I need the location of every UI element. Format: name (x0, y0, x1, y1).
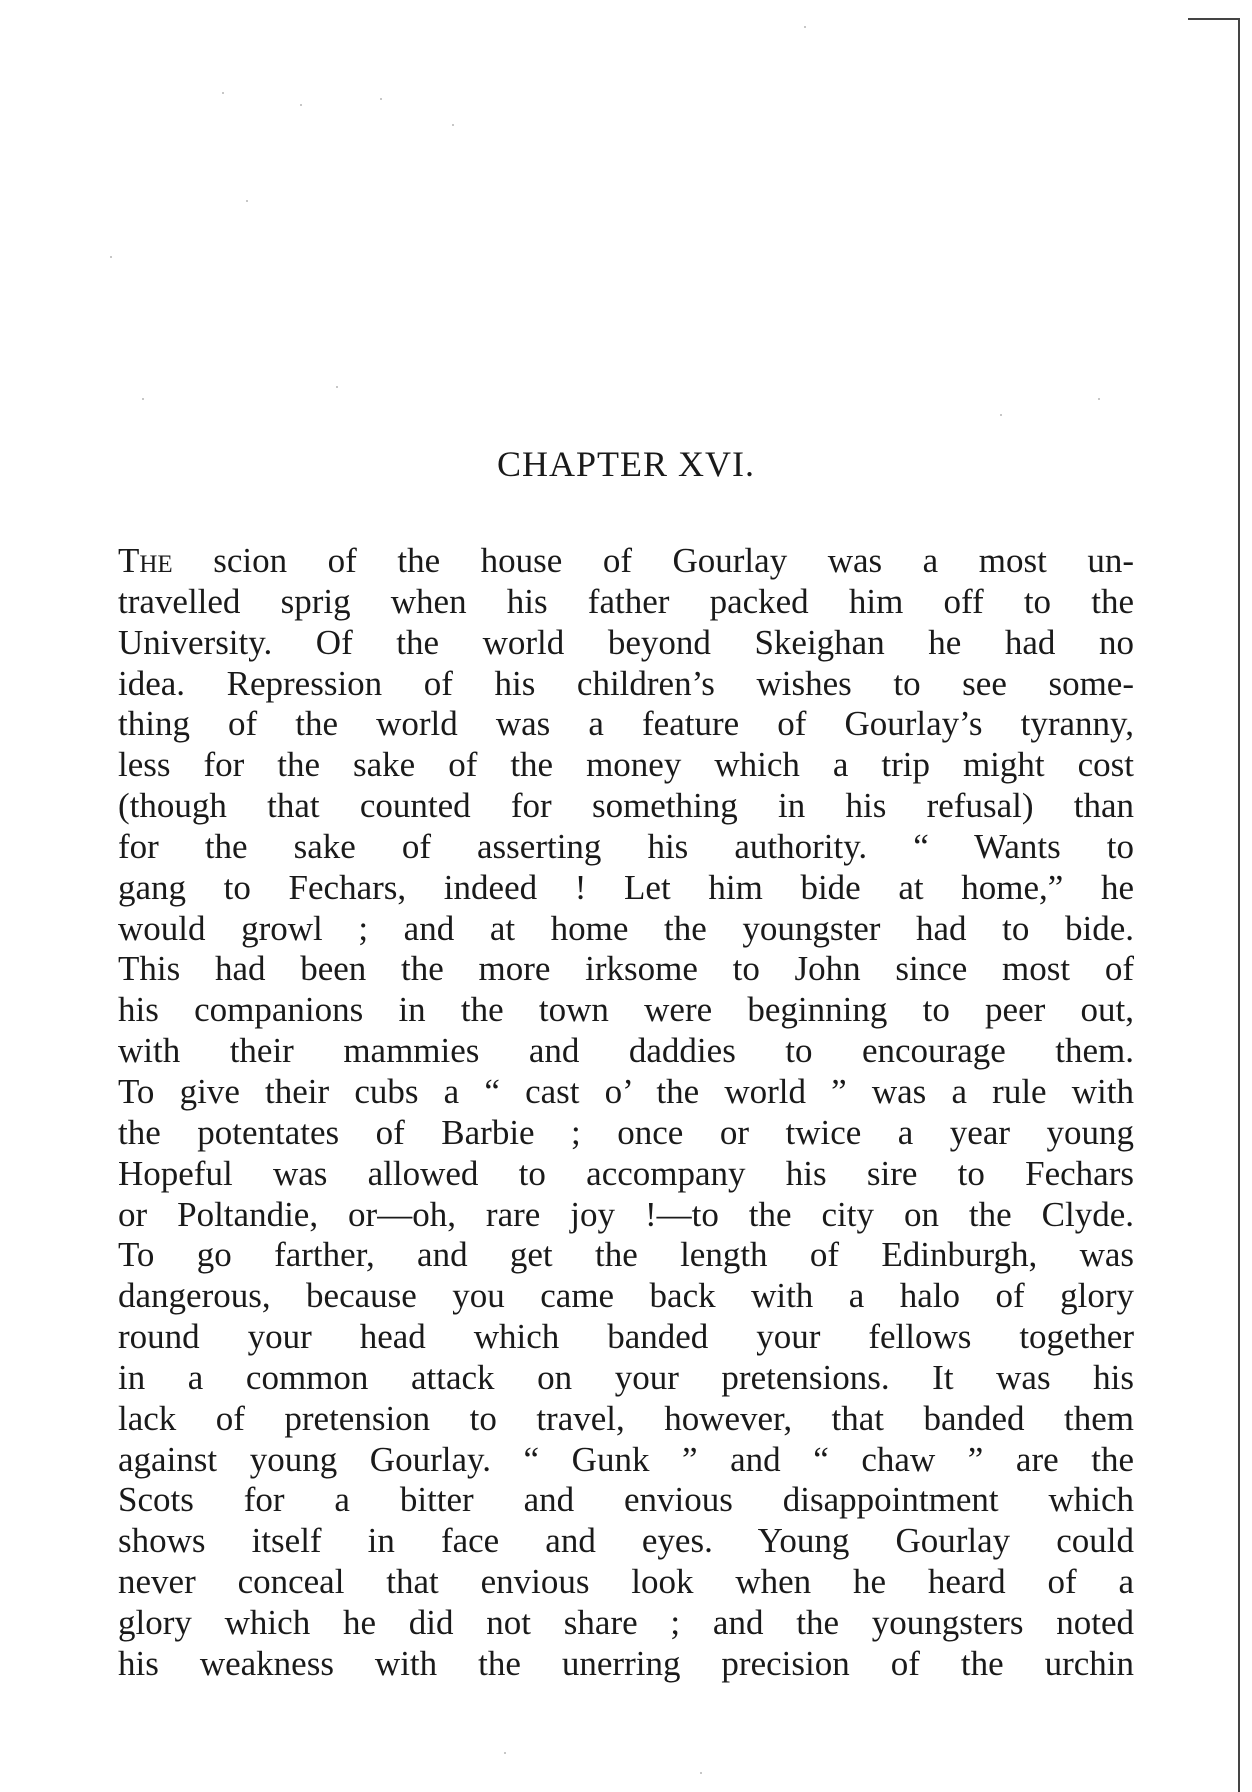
scan-speck (222, 92, 224, 94)
body-line: less for the sake of the money which a trip might cost (118, 745, 1134, 785)
body-line: dangerous, because you came back with a halo of glory (118, 1276, 1134, 1316)
body-line: his companions in the town were beginning to peer out, (118, 990, 1134, 1030)
scan-speck (1000, 414, 1002, 416)
page-edge-top-border (1188, 18, 1240, 20)
body-line: never conceal that envious look when he heard of a (118, 1562, 1134, 1602)
scan-speck (504, 1752, 506, 1754)
body-line: would growl ; and at home the youngster had to bide. (118, 908, 1134, 948)
body-line: for the sake of asserting his authority. “ Wants to (118, 826, 1134, 866)
body-line: Scots for a bitter and envious disappointment which (118, 1480, 1134, 1520)
scan-speck (300, 104, 302, 106)
body-line: Hopeful was allowed to accompany his sire to Fechars (118, 1153, 1134, 1193)
body-line: against young Gourlay. “ Gunk ” and “ chaw ” are the (118, 1439, 1134, 1479)
scan-speck (142, 398, 144, 400)
body-line: To go farther, and get the length of Edinburgh, was (118, 1235, 1134, 1275)
scan-speck (452, 124, 454, 126)
body-line: idea. Repression of his children’s wishes to see some- (118, 663, 1134, 703)
body-line: gang to Fechars, indeed ! Let him bide at home,” he (118, 867, 1134, 907)
scan-speck (700, 1772, 702, 1774)
body-line (118, 541, 1134, 582)
body-line-text: scion of the house of Gourlay was a most un- (172, 541, 1134, 580)
chapter-body-text (118, 541, 1134, 1685)
body-line: in a common attack on your pretensions. It was his (118, 1357, 1134, 1397)
body-line: thing of the world was a feature of Gourlay’s tyranny, (118, 704, 1134, 744)
body-line: lack of pretension to travel, however, that banded them (118, 1398, 1134, 1438)
body-line: with their mammies and daddies to encourage them. (118, 1031, 1134, 1071)
body-line: his weakness with the unerring precision of the urchin (118, 1643, 1134, 1683)
scan-speck (110, 256, 112, 258)
scan-speck (804, 26, 806, 28)
body-line: shows itself in face and eyes. Young Gourlay could (118, 1521, 1134, 1561)
body-line: (though that counted for something in his refusal) than (118, 786, 1134, 826)
body-line: glory which he did not share ; and the youngsters noted (118, 1602, 1134, 1642)
body-line: or Poltandie, or—oh, rare joy !—to the city on the Clyde. (118, 1194, 1134, 1234)
body-line: the potentates of Barbie ; once or twice a year young (118, 1112, 1134, 1152)
page-edge-right-border (1238, 18, 1240, 1792)
body-line: travelled sprig when his father packed him off to the (118, 581, 1134, 621)
scan-speck (336, 386, 338, 388)
body-line: To give their cubs a “ cast o’ the world ” was a rule with (118, 1071, 1134, 1111)
opening-word: The (118, 541, 173, 580)
scan-speck (380, 98, 382, 100)
body-line: round your head which banded your fellows together (118, 1317, 1134, 1357)
body-line: University. Of the world beyond Skeighan he had no (118, 622, 1134, 662)
chapter-title: CHAPTER XVI. (496, 444, 755, 484)
scan-speck (1098, 398, 1100, 400)
scan-speck (246, 200, 248, 202)
body-line: This had been the more irksome to John since most of (118, 949, 1134, 989)
